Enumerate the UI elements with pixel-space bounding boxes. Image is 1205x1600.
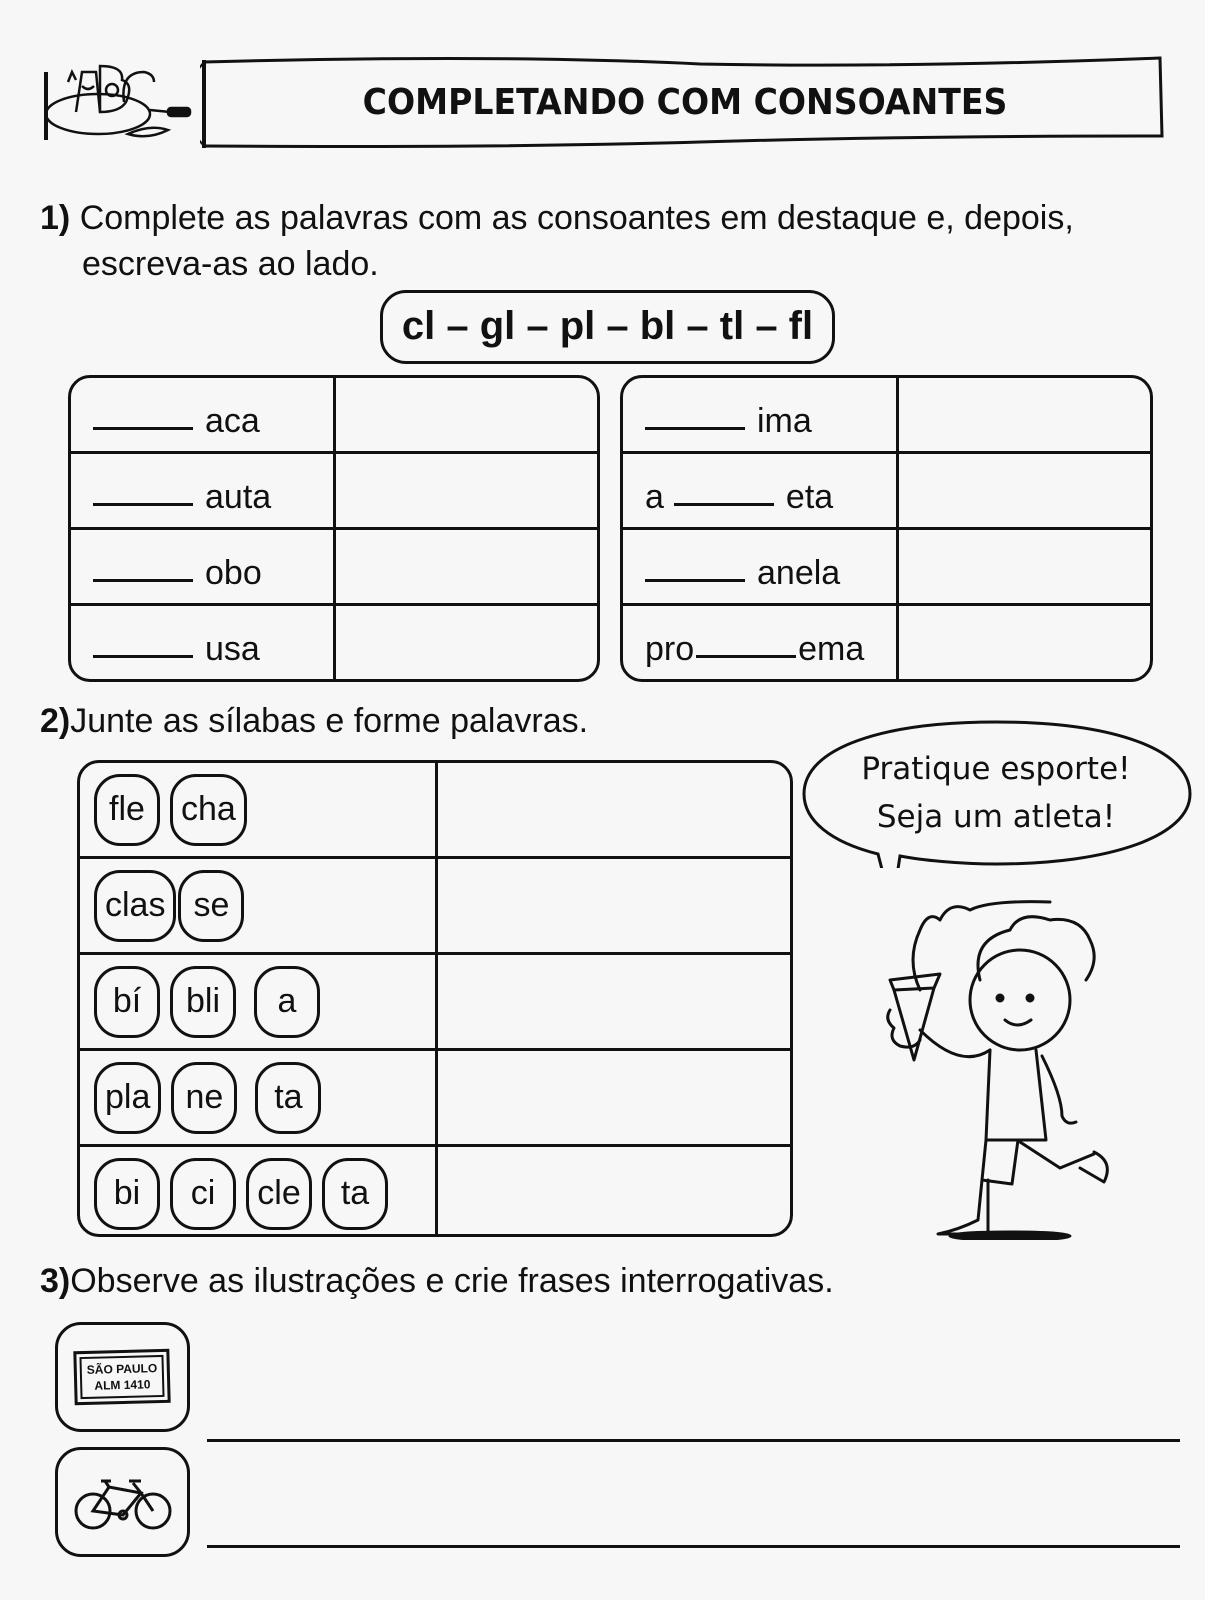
answer-cell[interactable] (899, 530, 1150, 603)
syllable-table (77, 760, 793, 1237)
answer-cell[interactable] (438, 859, 790, 952)
blank-field[interactable] (93, 655, 193, 658)
table-row: pro ema (623, 606, 1150, 679)
exercise-1-instruction: 1) Complete as palavras com as consoantes em destaque e, depois, escreva-as ao lado. (40, 199, 1074, 283)
blank-field[interactable] (93, 579, 193, 582)
syllable-chip: cle (246, 1158, 312, 1230)
page-title: COMPLETANDO COM CONSOANTES (362, 82, 1008, 123)
answer-cell[interactable] (336, 606, 597, 679)
exercise-3-instruction: 3)Observe as ilustrações e crie frases interrogativas. (40, 1262, 834, 1300)
blank-field[interactable] (93, 427, 193, 430)
exercise-2-instruction: 2)Junte as sílabas e forme palavras. (40, 702, 589, 740)
blank-field[interactable] (93, 503, 193, 506)
table-row: ima (623, 378, 1150, 454)
blank-field[interactable] (674, 503, 774, 506)
table-row: anela (623, 530, 1150, 606)
answer-cell[interactable] (336, 378, 597, 451)
answer-cell[interactable] (336, 454, 597, 527)
syllable-chip: se (178, 870, 244, 942)
answer-line[interactable] (207, 1439, 1180, 1442)
table-row: usa (71, 606, 597, 679)
syllable-chip: fle (94, 774, 160, 846)
right-word-table (620, 375, 1153, 682)
answer-line[interactable] (207, 1545, 1180, 1548)
answer-cell[interactable] (438, 763, 790, 856)
answer-cell[interactable] (336, 530, 597, 603)
left-word-table (68, 375, 600, 682)
exercise-number: 1) (40, 199, 71, 237)
answer-cell[interactable] (899, 378, 1150, 451)
syllable-chip: ne (171, 1062, 237, 1134)
answer-cell[interactable] (438, 955, 790, 1048)
table-row: auta (71, 454, 597, 530)
table-row (80, 859, 790, 955)
syllable-chip: ta (322, 1158, 388, 1230)
table-row (80, 1147, 790, 1237)
syllable-chip: bli (170, 966, 236, 1038)
table-row: aca (71, 378, 597, 454)
syllable-chip: cha (170, 774, 247, 846)
boy-running-with-torch-icon (880, 880, 1190, 1240)
syllable-chip: ci (170, 1158, 236, 1230)
blank-field[interactable] (696, 655, 796, 658)
answer-cell[interactable] (438, 1147, 790, 1237)
table-row: a eta (623, 454, 1150, 530)
syllable-chip: bí (94, 966, 160, 1038)
table-row (80, 763, 790, 859)
table-row: obo (71, 530, 597, 606)
table-row (80, 955, 790, 1051)
answer-cell[interactable] (438, 1051, 790, 1144)
syllable-chip: bi (94, 1158, 160, 1230)
answer-cell[interactable] (899, 454, 1150, 527)
abc-airplane-icon (38, 52, 208, 152)
bicycle-icon (55, 1447, 190, 1557)
syllable-chip: clas (94, 870, 176, 942)
syllable-chip: a (254, 966, 320, 1038)
consonant-list: cl – gl – pl – bl – tl – fl (380, 290, 835, 364)
blank-field[interactable] (645, 579, 745, 582)
speech-bubble-text: Pratique esporte! Seja um atleta! (861, 751, 1131, 835)
street-sign-icon: SÃO PAULO ALM 1410 (55, 1322, 190, 1432)
table-row (80, 1051, 790, 1147)
answer-cell[interactable] (899, 606, 1150, 679)
syllable-chip: ta (255, 1062, 321, 1134)
blank-field[interactable] (645, 427, 745, 430)
syllable-chip: pla (94, 1062, 161, 1134)
